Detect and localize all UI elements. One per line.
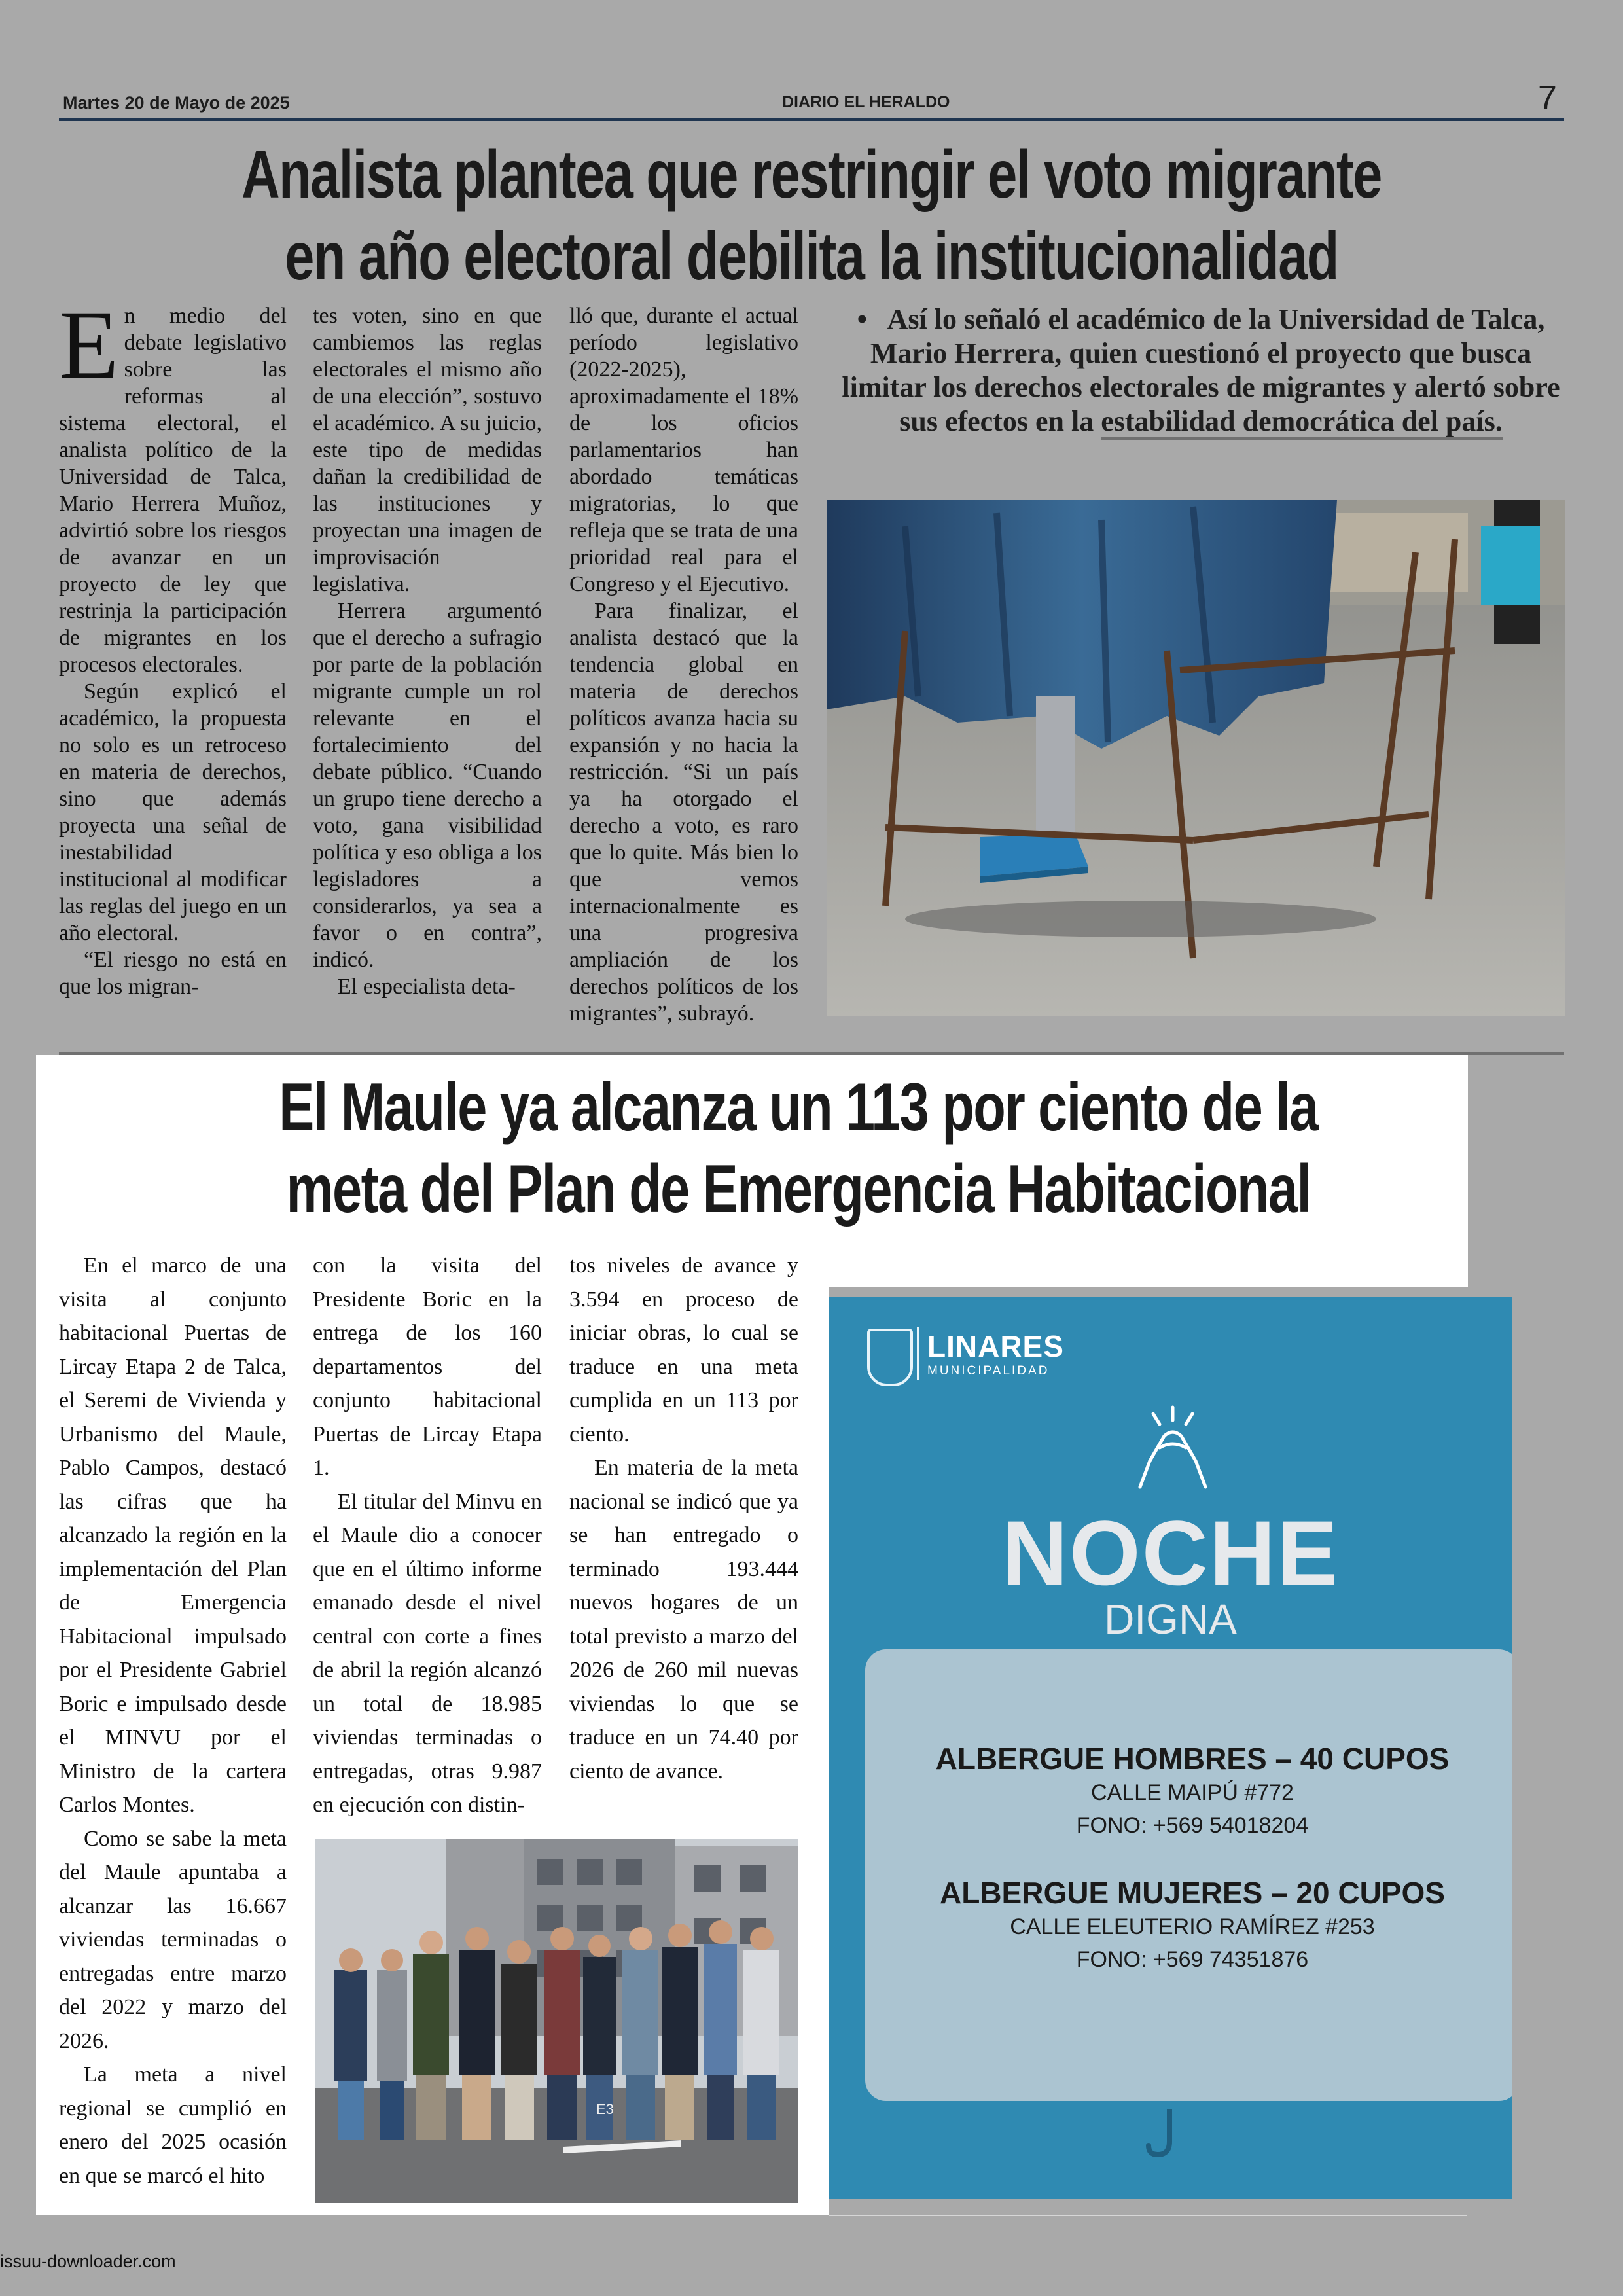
drop-cap: E — [59, 291, 119, 399]
municipal-shield-icon — [867, 1329, 913, 1386]
paragraph: “El riesgo no está en que los migran- — [59, 948, 287, 999]
noche-digna-ad — [829, 1297, 1512, 2199]
paragraph: tes voten, sino en que cambiemos las reglas electorales el mismo año de una elección”, sostuvo el académico. A su juicio, este tipo de medidas dañan la credibilidad de las instituciones y proyectan una imagen de improvisación legislativa. — [313, 304, 542, 596]
lead-text: Así lo señaló el académico de la Universidad de Talca, Mario Herrera, quien cuestionó el proyecto que busca limitar los derechos electorales de migrantes y alertó sobre sus efectos en la — [842, 303, 1560, 437]
handshake-icon — [1124, 1402, 1222, 1500]
paragraph: lló que, durante el actual período legislativo (2022-2025), aproximadamente el 18% de los oficios parlamentarios han abordado temáticas migratorias, lo que refleja que se trata de una prioridad real para el Congreso y el Ejecutivo. — [569, 304, 798, 596]
paragraph: Para finalizar, el analista destacó que la tendencia global en materia de derechos políticos avanza hacia su expansión y no hacia la restricción. “Si un país ya ha otorgado el derecho a voto, es raro que lo quite. Más bien lo que vemos internacionalmente es una progresiva ampliación de los derechos políticos de los migrantes”, subrayó. — [569, 599, 798, 1026]
article1-headline — [224, 134, 1399, 298]
article2-column-3 — [569, 1249, 798, 1788]
bullet-icon: • — [857, 303, 868, 335]
group-photo-illustration — [315, 1839, 798, 2203]
article2-column-2 — [313, 1249, 542, 1822]
ad-subtitle: DIGNA — [1104, 1596, 1237, 1643]
ad-brand: LINARES — [927, 1329, 1064, 1363]
article1-lead — [834, 302, 1567, 439]
issue-date: Martes 20 de Mayo de 2025 — [63, 93, 290, 113]
paragraph: con la visita del Presidente Boric en la entrega de los 160 departamentos del conjunto habitacional Puertas de Lircay Etapa 1. — [313, 1253, 542, 1480]
paragraph: Según explicó el académico, la propuesta no solo es un retroceso en materia de derechos, sino que además proyecta una señal de inestabilidad institucional al modificar las reglas del juego en un año electoral. — [59, 679, 287, 945]
article1-column-1 — [59, 291, 287, 1000]
ad-brand-sub: MUNICIPALIDAD — [927, 1364, 1050, 1378]
paragraph: El titular del Minvu en el Maule dio a conocer que en el último informe emanado desde el nivel central con corte a fines de abril la región alcanzó un total de 18.985 viviendas terminadas o entregadas, otras 9.987 en ejecución con distin- — [313, 1489, 542, 1817]
paragraph: En el marco de una visita al conjunto habitacional Puertas de Lircay Etapa 2 de Talca, el Seremi de Vivienda y Urbanismo del Maule, Pablo Campos, destacó las cifras que ha alcanzado la región en la implementación del Plan de Emergencia Habitacional impulsado por el Presidente Gabriel Boric e impulsado desde el MINVU por el Ministro de la cartera Carlos Montes. — [59, 1253, 287, 1817]
page-number: 7 — [1538, 79, 1557, 117]
voting-booth-illustration — [827, 500, 1565, 1016]
shelter-men-title: ALBERGUE HOMBRES – 40 CUPOS — [935, 1742, 1450, 1776]
shelter-women-address: CALLE ELEUTERIO RAMÍREZ #253 — [1010, 1914, 1375, 1939]
header-rule — [59, 118, 1564, 121]
article2-headline — [222, 1067, 1376, 1230]
ad-title: NOCHE — [1001, 1501, 1340, 1604]
article1-column-2 — [313, 302, 542, 1000]
shelter-men-phone: FONO: +569 54018204 — [1076, 1813, 1309, 1838]
paragraph: El especialista deta- — [338, 975, 516, 999]
article1-headline-line2: en año electoral debilita la institucionalidad — [285, 219, 1338, 295]
shelter-women-phone: FONO: +569 74351876 — [1076, 1947, 1309, 1972]
bottom-rule — [829, 2215, 1467, 2216]
shelter-men-address: CALLE MAIPÚ #772 — [1091, 1780, 1294, 1805]
source-watermark: issuu-downloader.com — [0, 2251, 176, 2271]
parking-marking: E3 — [596, 2101, 614, 2117]
article2-headline-line2: meta del Plan de Emergencia Habitacional — [286, 1151, 1311, 1227]
paragraph: Herrera argumentó que el derecho a sufragio por parte de la población migrante cumple un rol relevante en el fortalecimiento del debate público. “Cuando un grupo tiene derecho a voto, gana visibilidad política y eso obliga a los legisladores a considerarlos, ya sea a favor o en contra”, indicó. — [313, 599, 542, 972]
group-photo — [315, 1839, 798, 2203]
article2-column-1 — [59, 1249, 287, 2193]
paragraph: tos niveles de avance y 3.594 en proceso de iniciar obras, lo cual se traduce en una meta cumplida en un 113 por ciento. — [569, 1253, 798, 1446]
shelter-women-title: ALBERGUE MUJERES – 20 CUPOS — [940, 1876, 1445, 1910]
paragraph: n medio del debate legislativo sobre las reformas al sistema electoral, el analista político de la Universidad de Talca, Mario Herrera Muñoz, advirtió sobre los riesgos de avanzar en un proyecto de ley que restrinja la participación de migrantes en los procesos electorales. — [59, 304, 287, 677]
voting-booth-photo — [827, 500, 1565, 1016]
logo-divider — [917, 1327, 919, 1380]
paragraph: Como se sabe la meta del Maule apuntaba a alcanzar las 16.667 viviendas terminadas o entregadas entre marzo del 2022 y marzo del 2026. — [59, 1826, 287, 2053]
paragraph: En materia de la meta nacional se indicó que ya se han entregado o terminado 193.444 nuevos hogares de un total previsto a marzo del 2026 de 260 mil nuevas viviendas lo que se traduce en un 74.40 por ciento de avance. — [569, 1456, 798, 1784]
article1-headline-line1: Analista plantea que restringir el voto migrante — [241, 137, 1382, 213]
lead-text-end: estabilidad democrática del país. — [1101, 405, 1503, 440]
shelter-info-card — [865, 1649, 1512, 2101]
article1-column-3 — [569, 302, 798, 1027]
newspaper-name: DIARIO EL HERALDO — [782, 93, 950, 111]
paragraph: La meta a nivel regional se cumplió en enero del 2025 ocasión en que se marcó el hito — [59, 2062, 287, 2188]
article2-headline-line1: El Maule ya alcanza un 113 por ciento de la — [279, 1069, 1318, 1145]
umbrella-handle-icon — [1143, 2109, 1196, 2161]
